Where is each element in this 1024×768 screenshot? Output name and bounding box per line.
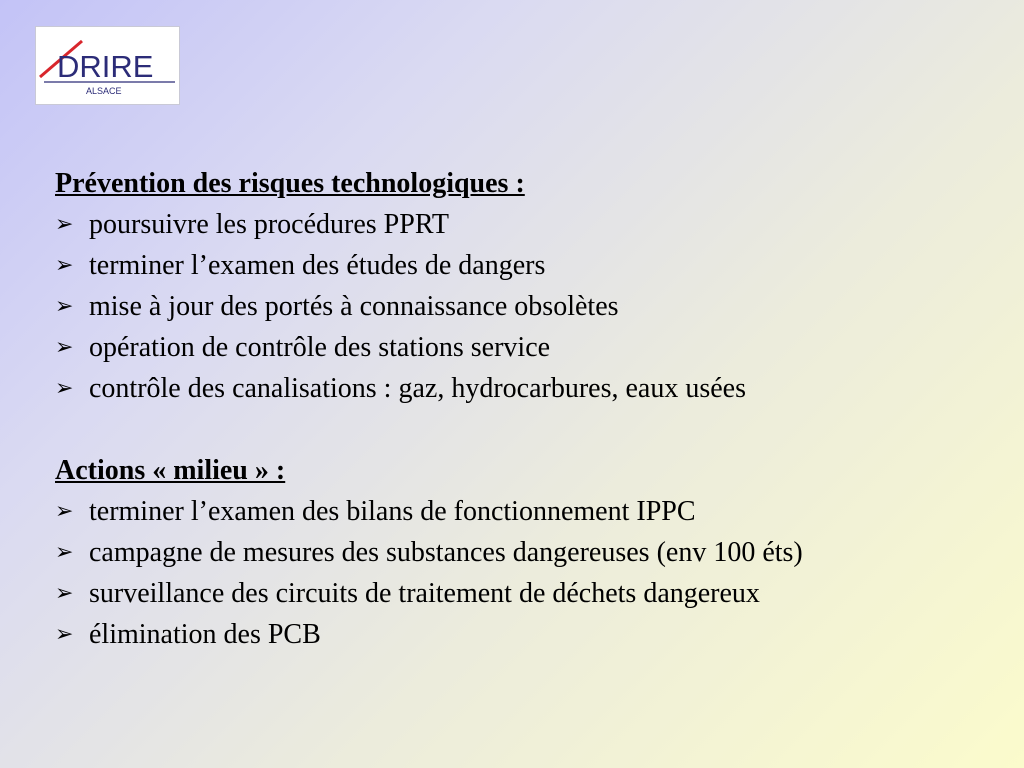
arrow-bullet-icon: ➢ bbox=[55, 499, 74, 524]
arrow-bullet-icon: ➢ bbox=[55, 335, 74, 360]
arrow-bullet-icon: ➢ bbox=[55, 622, 74, 647]
arrow-bullet-icon: ➢ bbox=[55, 294, 74, 319]
list-item bbox=[55, 204, 995, 245]
list-item bbox=[55, 368, 995, 409]
drire-alsace-logo bbox=[35, 26, 180, 105]
drire-logo-graphic bbox=[36, 27, 179, 104]
arrow-bullet-icon: ➢ bbox=[55, 376, 74, 401]
section-heading-environment: Actions « milieu » : bbox=[55, 455, 286, 486]
logo-wordmark: DRIRE bbox=[57, 49, 154, 84]
list-item-text: opération de contrôle des stations service bbox=[89, 332, 551, 363]
list-item-text: terminer l’examen des bilans de fonctionnement IPPC bbox=[89, 496, 696, 527]
list-item-text: élimination des PCB bbox=[89, 619, 321, 650]
list-item bbox=[55, 286, 995, 327]
list-item-text: terminer l’examen des études de dangers bbox=[89, 250, 546, 281]
list-item-text: mise à jour des portés à connaissance obsolètes bbox=[89, 291, 619, 322]
list-item bbox=[55, 327, 995, 368]
list-item bbox=[55, 245, 995, 286]
arrow-bullet-icon: ➢ bbox=[55, 581, 74, 606]
list-item-text: campagne de mesures des substances dangereuses (env 100 éts) bbox=[89, 537, 803, 568]
list-item bbox=[55, 491, 995, 532]
list-item bbox=[55, 573, 995, 614]
list-item bbox=[55, 532, 995, 573]
section-heading-risks: Prévention des risques technologiques : bbox=[55, 168, 525, 199]
arrow-bullet-icon: ➢ bbox=[55, 540, 74, 565]
list-item-text: poursuivre les procédures PPRT bbox=[89, 209, 449, 240]
section-spacer bbox=[55, 409, 995, 450]
slide-content bbox=[55, 163, 995, 655]
list-item bbox=[55, 614, 995, 655]
list-item-text: surveillance des circuits de traitement de déchets dangereux bbox=[89, 578, 760, 609]
logo-subtitle: ALSACE bbox=[86, 86, 122, 96]
arrow-bullet-icon: ➢ bbox=[55, 253, 74, 278]
arrow-bullet-icon: ➢ bbox=[55, 212, 74, 237]
list-item-text: contrôle des canalisations : gaz, hydrocarbures, eaux usées bbox=[89, 373, 746, 404]
